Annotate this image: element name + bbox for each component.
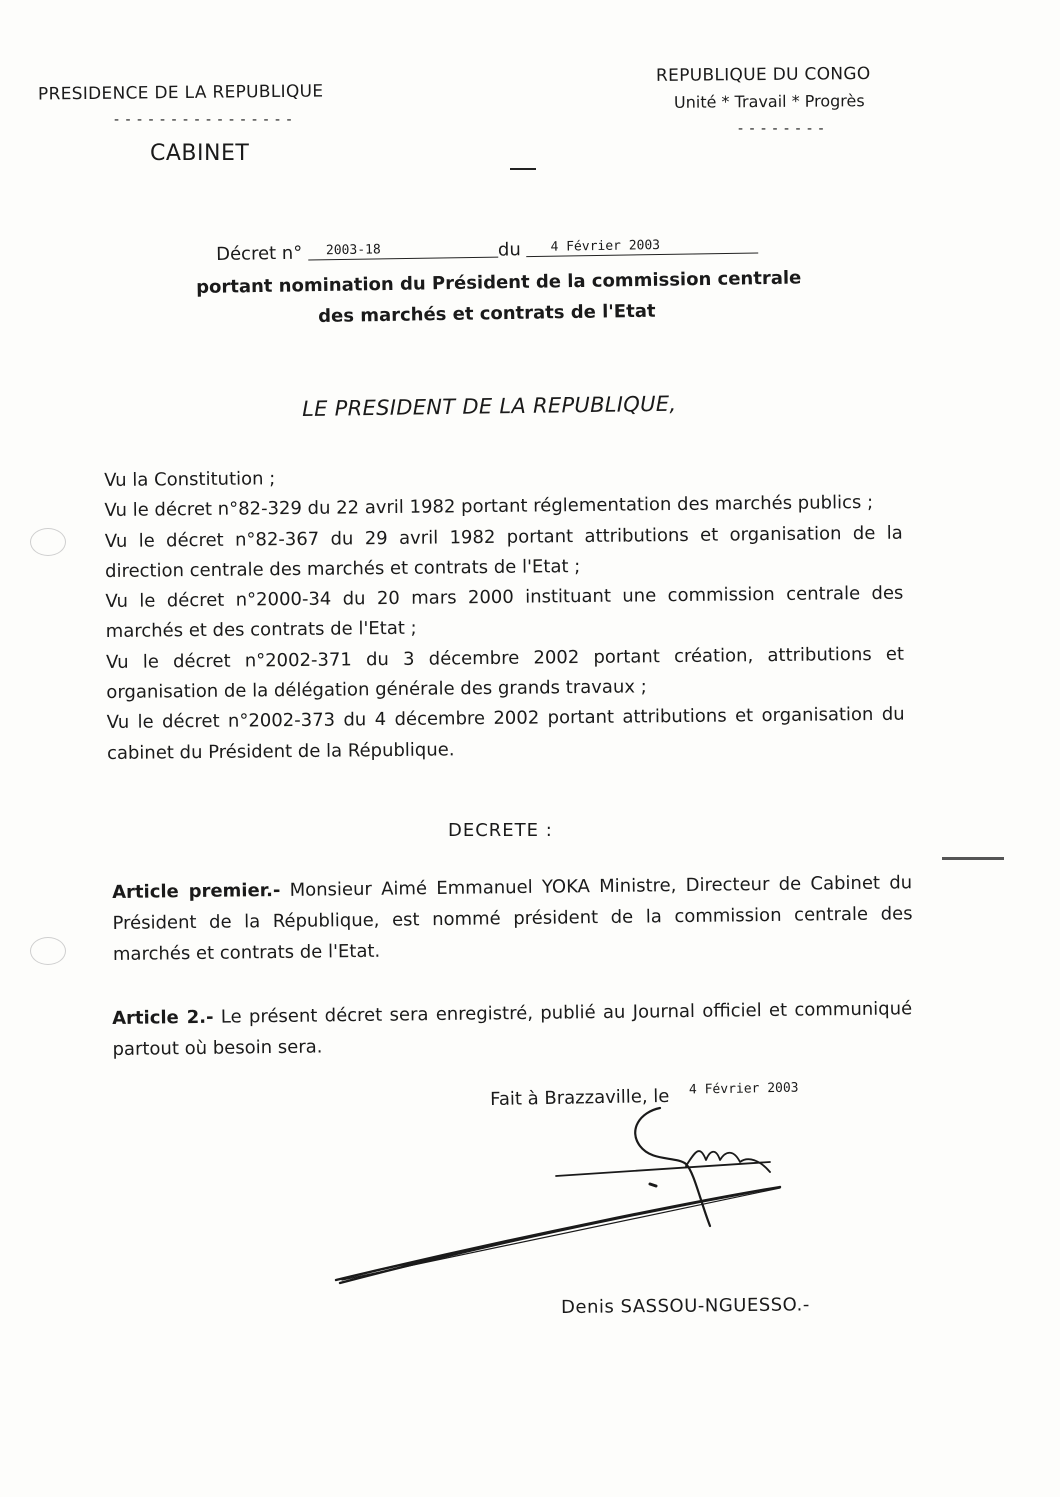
issuing-authority: PRESIDENCE DE LA REPUBLIQUE [37,81,324,105]
article-1-label: Article premier.- [112,879,281,903]
article-2 [112,993,913,1065]
header-left-dashes: - - - - - - - - - - - - - - - - [114,112,293,128]
visa-item: Vu le décret n°2002-373 du 4 décembre 2002 portant attributions et organisation du cabinet du Président de la République. [106,704,905,764]
decrete-heading: DECRETE : [448,820,553,841]
fait-label: Fait à Brazzaville, le [490,1085,670,1110]
visas-block [104,458,905,769]
visa-item: Vu le décret n°82-367 du 29 avril 1982 portant attributions et organisation de la direction centrale des marchés et contrats de l'Etat ; [104,522,903,582]
article-2-label: Article 2.- [112,1006,214,1029]
punch-hole-mark [30,528,66,556]
decree-number-line [216,235,759,266]
scan-smudge [510,168,536,170]
decree-subject-line-2: des marchés et contrats de l'Etat [318,300,656,327]
header-right-dashes: - - - - - - - - [738,121,825,137]
place-date-line [490,1080,799,1110]
decree-number-field [308,236,498,261]
scan-smudge [942,857,1004,860]
signatory-name: Denis SASSOU-NGUESSO.- [561,1294,810,1318]
du-label: du [497,239,521,261]
article-2-text: Le présent décret sera enregistré, publié au Journal officiel et communiqué partout où besoin sera. [112,998,913,1060]
visa-item: Vu le décret n°2000-34 du 20 mars 2000 instituant une commission centrale des marchés et des contrats de l'Etat ; [105,582,904,643]
article-1-text: Monsieur Aimé Emmanuel YOKA Ministre, Directeur de Cabinet du Président de la République, est nommé président de la commission centrale des marchés et contrats de l'Etat. [112,872,913,965]
article-2-paragraph [112,993,913,1065]
cabinet-heading: CABINET [150,141,250,166]
decree-date: 4 Février 2003 [550,238,661,255]
decree-number: 2003-18 [325,242,381,259]
visa-item: Vu le décret n°82-329 du 22 avril 1982 portant réglementation des marchés publics ; [104,492,874,522]
national-motto: Unité * Travail * Progrès [673,91,865,112]
visa-item: Vu le décret n°2002-371 du 3 décembre 2002 portant création, attributions et organisation de la délégation générale des grands travaux ; [105,643,905,704]
decree-label: Décret n° [216,242,303,265]
country-name: REPUBLIQUE DU CONGO [655,64,871,86]
decree-date-field [526,231,758,257]
visa-item: Vu la Constitution ; [104,468,276,491]
president-heading: LE PRESIDENT DE LA REPUBLIQUE, [302,391,677,421]
article-1-paragraph [112,867,913,970]
fait-date: 4 Février 2003 [688,1080,799,1098]
decree-subject-line-1: portant nomination du Président de la commission centrale [196,267,802,298]
article-1 [112,867,913,970]
punch-hole-mark [30,937,66,965]
